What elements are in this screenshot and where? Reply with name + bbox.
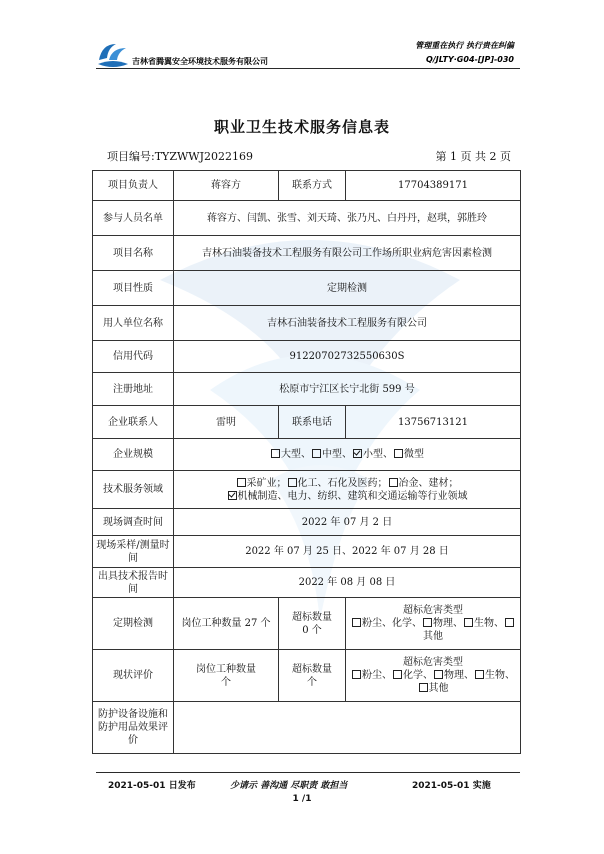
periodic-exceed-value: 0 个 [302,624,322,636]
scale-small-checkbox[interactable] [353,449,362,458]
footer-motto: 少请示 善沟通 尽职责 敢担当 [230,781,348,791]
periodic-exceed-label: 超标数量 [292,611,332,623]
survey-label: 现场调查时间 [93,509,174,536]
project-number-label: 项目编号: [107,150,155,163]
ent-phone-value: 13756713121 [346,406,521,439]
field-metallurgy-label: 冶金、建材； [398,477,459,489]
periodic-bio-label: 生物、 [474,618,504,629]
protect-value [174,702,521,754]
periodic-hazard-types [346,598,521,650]
header-slogan: 管理重在执行 执行贵在纠偏 [415,41,514,50]
table-row [93,406,521,439]
status-posts [174,650,279,702]
field-mining-checkbox[interactable] [237,478,246,487]
scale-medium-label: 中型、 [322,449,352,460]
contact-value: 17704389171 [346,171,521,201]
status-other-checkbox[interactable] [419,683,428,692]
status-chemical-label: 化学、 [403,670,433,681]
periodic-dust-checkbox[interactable] [352,618,361,627]
credit-label: 信用代码 [93,341,174,373]
periodic-dust-label: 粉尘、 [362,618,392,629]
field-metallurgy-checkbox[interactable] [389,478,398,487]
field-chemical-checkbox[interactable] [288,478,297,487]
field-mining-label: 采矿业； [246,477,287,489]
survey-value: 2022 年 07 月 2 日 [174,509,521,536]
table-row [93,471,521,509]
status-physical-checkbox[interactable] [434,670,443,679]
periodic-exceed [279,598,346,650]
ent-contact-value: 雷明 [174,406,279,439]
periodic-posts: 岗位工种数量 27 个 [174,598,279,650]
status-other-label: 其他 [428,683,449,694]
protect-label: 防护设备设施和防护用品效果评价 [93,702,174,754]
contact-label: 联系方式 [279,171,346,201]
status-posts-label: 岗位工种数量 [196,663,256,675]
footer-page-number: 1 /1 [292,794,312,804]
employer-value: 吉林石油装备技术工程服务有限公司 [174,306,521,341]
table-row [93,373,521,406]
project-number [107,148,253,164]
scale-small-label: 小型、 [363,449,393,460]
field-machinery-checkbox[interactable] [228,491,237,500]
status-label: 现状评价 [93,650,174,702]
leader-value: 蒋容方 [174,171,279,201]
periodic-chemical-label: 化学、 [392,618,422,629]
scale-options [174,439,521,471]
header-divider [96,68,520,69]
field-label: 技术服务领域 [93,471,174,509]
report-value: 2022 年 08 月 08 日 [174,568,521,598]
field-chemical-label: 化工、石化及医药； [297,477,388,489]
nature-value: 定期检测 [174,271,521,306]
scale-medium-checkbox[interactable] [312,449,321,458]
issue-date: 2021-05-01 日发布 [108,781,196,791]
status-bio-label: 生物、 [485,670,515,681]
table-row [93,201,521,236]
periodic-label: 定期检测 [93,598,174,650]
project-name-label: 项目名称 [93,236,174,271]
table-row [93,306,521,341]
table-row [93,271,521,306]
status-chemical-checkbox[interactable] [393,670,402,679]
table-row [93,568,521,598]
effective-date: 2021-05-01 实施 [412,781,491,791]
table-row [93,171,521,201]
table-row [93,341,521,373]
company-name: 吉林省腾翼安全环境技术服务有限公司 [132,57,268,66]
status-physical-label: 物理、 [444,670,474,681]
footer-divider [96,772,520,773]
status-bio-checkbox[interactable] [475,670,484,679]
nature-label: 项目性质 [93,271,174,306]
document-code: Q/JLTY·G04-[JP]-030 [426,55,514,64]
status-exceed-label: 超标数量 [292,663,332,675]
project-number-value: TYZWWJ2022169 [154,150,253,163]
status-hazard-types [346,650,521,702]
periodic-other-label: 其他 [423,631,443,642]
leader-label: 项目负责人 [93,171,174,201]
sampling-label: 现场采样/测量时间 [93,536,174,568]
service-info-table [92,170,521,754]
ent-contact-label: 企业联系人 [93,406,174,439]
table-row [93,650,521,702]
status-dust-checkbox[interactable] [352,670,361,679]
table-row [93,536,521,568]
scale-micro-checkbox[interactable] [394,449,403,458]
table-row [93,439,521,471]
periodic-bio-checkbox[interactable] [464,618,473,627]
field-machinery-label: 机械制造、电力、纺织、建筑和交通运输等行业领域 [237,490,468,502]
members-label: 参与人员名单 [93,201,174,236]
ent-phone-label: 联系电话 [279,406,346,439]
company-logo-icon [96,38,130,72]
status-hazard-label: 超标危害类型 [403,657,463,668]
periodic-physical-checkbox[interactable] [423,618,432,627]
credit-value: 91220702732550630S [174,341,521,373]
scale-large-label: 大型、 [281,449,311,460]
periodic-physical-label: 物理、 [433,618,463,629]
employer-label: 用人单位名称 [93,306,174,341]
status-exceed [279,650,346,702]
report-label: 出具技术报告时间 [93,568,174,598]
table-row [93,509,521,536]
scale-label: 企业规模 [93,439,174,471]
page-info: 第 1 页 共 2 页 [435,150,511,163]
sampling-value: 2022 年 07 月 25 日、2022 年 07 月 28 日 [174,536,521,568]
table-row [93,702,521,754]
address-label: 注册地址 [93,373,174,406]
status-dust-label: 粉尘、 [362,670,392,681]
periodic-other-checkbox[interactable] [505,618,514,627]
table-row [93,236,521,271]
scale-large-checkbox[interactable] [271,449,280,458]
table-row [93,598,521,650]
scale-micro-label: 微型 [404,449,424,460]
periodic-hazard-label: 超标危害类型 [403,605,463,616]
status-exceed-unit: 个 [307,676,317,688]
field-options [174,471,521,509]
status-posts-unit: 个 [221,676,231,688]
address-value: 松原市宁江区长宁北街 599 号 [174,373,521,406]
page-title: 职业卫生技术服务信息表 [213,118,390,136]
project-name-value: 吉林石油装备技术工程服务有限公司工作场所职业病危害因素检测 [174,236,521,271]
members-value: 蒋容方、闫凯、张雪、刘天琦、张乃凡、白丹丹，赵琪，郭胜玲 [174,201,521,236]
